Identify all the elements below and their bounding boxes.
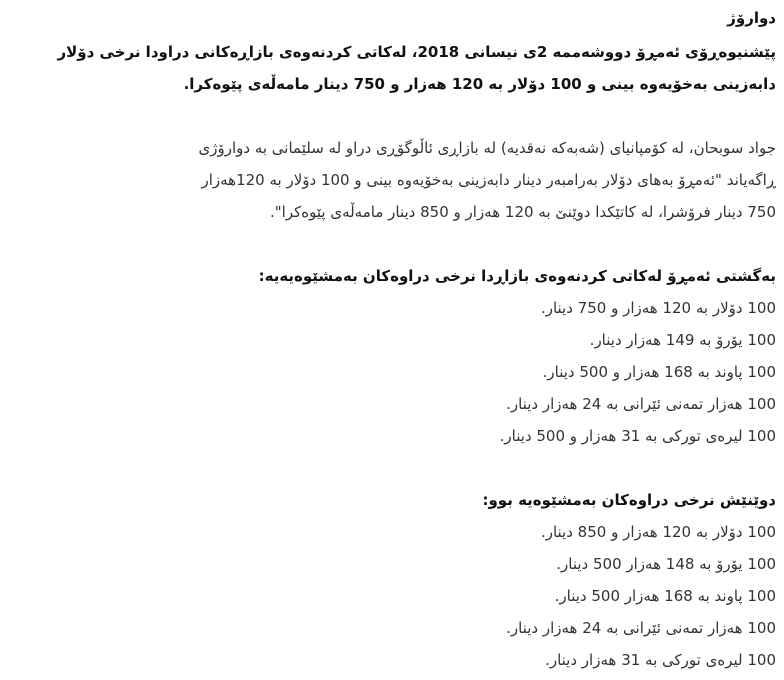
article-title: دوارۆژ: [727, 9, 776, 27]
yesterday-heading: دوێنێش نرخی دراوەکان بەمشێوەیە بوو:: [482, 491, 776, 509]
body-line-1: جواد سوبحان، لە کۆمپانیای (شەبەکە نەقدیە) لە بازاڕی ئاڵوگۆڕی دراو لە سلێمانی بە دوارۆژی: [198, 139, 776, 157]
body-line-2: ڕاگەیاند "ئەمڕۆ بەهای دۆلار بەرامبەر دینار دابەزینی بەخۆیەوە بینی و 100 دۆلار بە 120هەزار: [201, 171, 776, 189]
today-rate-eur: 100 یۆرۆ بە 149 هەزار دینار.: [589, 331, 776, 349]
today-heading: بەگشتی ئەمڕۆ لەکاتی کردنەوەی بازاڕدا نرخی دراوەکان بەمشێوەیەیە:: [258, 267, 776, 285]
yesterday-rate-try: 100 لیرەی تورکی بە 31 هەزار دینار.: [545, 651, 776, 669]
yesterday-rate-usd: 100 دۆلار بە 120 هەزار و 850 دینار.: [540, 523, 776, 541]
body-line-3: 750 دینار فرۆشرا، لە کاتێکدا دوێنێ بە 120 هەزار و 850 دینار مامەڵەی پێوەکرا".: [270, 203, 776, 221]
lead-line-1: پێشنیوەڕۆی ئەمڕۆ دووشەممە 2ی نیسانی 2018، لەکاتی کردنەوەی بازاڕەکانی دراودا نرخی دۆلار: [57, 43, 776, 61]
today-rate-irr: 100 هەزار تمەنی ئێرانی بە 24 هەزار دینار.: [506, 395, 776, 413]
today-rate-usd: 100 دۆلار بە 120 هەزار و 750 دینار.: [540, 299, 776, 317]
yesterday-rate-irr: 100 هەزار تمەنی ئێرانی بە 24 هەزار دینار.: [506, 619, 776, 637]
yesterday-rate-eur: 100 یۆرۆ بە 148 هەزار 500 دینار.: [556, 555, 776, 573]
lead-line-2: دابەزینی بەخۆیەوە بینی و 100 دۆلار بە 120 هەزار و 750 دینار مامەڵەی پێوەکرا.: [183, 75, 776, 93]
today-rate-try: 100 لیرەی تورکی بە 31 هەزار و 500 دینار.: [499, 427, 776, 445]
yesterday-rate-gbp: 100 پاوند بە 168 هەزار 500 دینار.: [554, 587, 776, 605]
today-rate-gbp: 100 پاوند بە 168 هەزار و 500 دینار.: [542, 363, 776, 381]
